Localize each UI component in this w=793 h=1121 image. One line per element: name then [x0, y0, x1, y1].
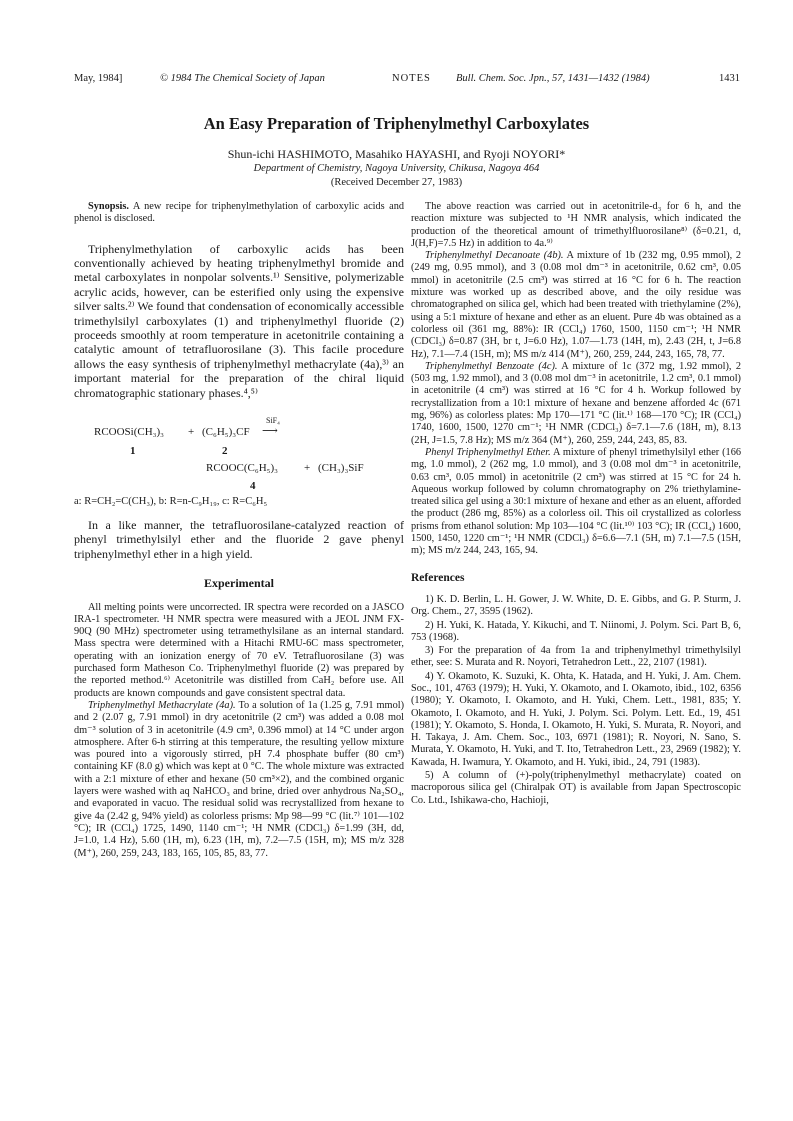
reference-item: 5) A column of (+)-poly(triphenylmethyl methacrylate) coated on macroporous silica gel (Chiralpak OT) is available from Japan Spectroscopic Co. Ltd., Ishikawa-cho, Hachioji,: [411, 770, 741, 806]
header-copyright: © 1984 The Chemical Society of Japan: [160, 73, 325, 84]
header-page-number: 1431: [719, 73, 740, 84]
scheme-label-2: 2: [222, 445, 228, 458]
procedure-4c-text: A mixture of 1c (372 mg, 1.92 mmol), 2 (503 mg, 1.92 mmol), and 3 (0.08 mol dm⁻³ in acetonitrile, 1.2 cm³, 0.1 mmol) in acetonitrile (4 cm³) was stirred at 16 °C for 4 h. Workup followed by recrystallization from a 10:1 mixture of hexane and benzene afforded 4c (671 mg, 96%) as colorless plates: Mp 170—171 °C (lit.¹⁾ 168—170 °C); IR (CCl₄) 1740, 1600, 1500, 1270 cm⁻¹; ¹H NMR (CDCl₃) δ=7.1—7.6 (18H, m), 8.13 (2H, J=1.5, 7.8 Hz); MS m/z 364 (M⁺), 260, 259, 244, 243, 85, 83.: [411, 360, 741, 446]
references-list: [411, 594, 741, 807]
procedure-4b: [411, 250, 741, 361]
experimental-general: All melting points were uncorrected. IR spectra were recorded on a JASCO IRA-1 spectrometer. ¹H NMR spectra were measured with a JEOL JNM FX-90Q (90 MHz) spectrometer using tetramethylsilane as an internal standard. Mass spectra were determined with a Hitachi RMU-6C mass spectrometer, operating with an ionization energy of 70 eV. Tetrafluorosilane (3) was purchased form Matheson Co. Triphenylmethyl fluoride (2) was prepared by the reported method.⁶⁾ Acetonitrile was distilled from CaH₂ before use. All products are known compounds and gave consistent spectral data.: [74, 601, 404, 699]
procedure-4c: [411, 361, 741, 447]
scheme-reactant-2: (C₆H₅)₃CF: [202, 426, 250, 439]
article-received: (Received December 27, 1983): [330, 177, 463, 188]
procedure-phenyl-ether: [411, 447, 741, 558]
procedure-4a: [74, 700, 404, 860]
procedure-4c-title: Triphenylmethyl Benzoate (4c).: [425, 360, 558, 372]
references-heading: References: [411, 571, 465, 584]
scheme-arrow: ⟶: [262, 425, 278, 438]
scheme-substituents: a: R=CH₂=C(CH₃), b: R=n-C₉H₁₉, c: R=C₆H₅: [74, 496, 268, 508]
procedure-phenyl-ether-title: Phenyl Triphenylmethyl Ether.: [425, 446, 551, 458]
reaction-scheme: [74, 412, 404, 508]
synopsis-text: A new recipe for triphenylmethylation of carboxylic acids and phenol is disclosed.: [74, 201, 404, 225]
header-date: May, 1984]: [74, 73, 123, 84]
scheme-product-2: (CH₃)₃SiF: [318, 462, 364, 475]
header-section: NOTES: [392, 73, 431, 84]
left-column: [74, 201, 404, 860]
reference-item: 1) K. D. Berlin, L. H. Gower, J. W. White, D. E. Gibbs, and G. P. Sturm, J. Org. Chem., 27, 3595 (1962).: [411, 593, 741, 618]
scheme-plus-1: +: [188, 426, 195, 439]
article-title: An Easy Preparation of Triphenylmethyl Carboxylates: [203, 114, 590, 133]
right-column: [411, 201, 741, 808]
reference-item: 2) H. Yuki, K. Hatada, Y. Kikuchi, and T. Niinomi, J. Polym. Sci. Part B, 6, 753 (1968).: [411, 619, 741, 643]
synopsis: [74, 201, 404, 226]
reference-item: 4) Y. Okamoto, K. Suzuki, K. Ohta, K. Hatada, and H. Yuki, J. Am. Chem. Soc., 101, 4763 (1979); H. Yuki, Y. Okamoto, and I. Okamoto, ibid., 102, 6356 (1980); Y. Okamoto, I. Okamoto, and H. Yuki, Chem. Lett., 1981, 835; Y. Okamoto, I. Okamoto, and H. Yuki, J. Polym. Sci. Polym. Lett. Ed., 19, 451 (1981); Y. Okamoto, S. Honda, I. Okamoto, H. Yuki, S. Murata, R. Noyori, and H. Takaya, J. Am. Chem. Soc., 103, 6971 (1981); R. Noyori, N. Sano, S. Murata, Y. Okamoto, H. Yuki, and T. Ito, Tetrahedron Lett., 23, 2969 (1982); Y. Kawada, H. Iwamura, Y. Okamoto, and H. Yuki, ibid., 24, 791 (1983).: [411, 670, 741, 768]
intro-paragraph: Triphenylmethylation of carboxylic acids has been conventionally achieved by heating triphenylmethyl bromide and metal carboxylates in nonpolar solvents.¹⁾ Sensitive, polymerizable acrylic acids, however, can be esterified only using the expensive silver salts.²⁾ We found that condensation of economically accessible trimethylsilyl carboxylates (1) and triphenylmethyl fluoride (2) proceeds smoothly at room temperature in acetonitrile containing a catalytic amount of tetrafluorosilane (3). This facile procedure allows the easy synthesis of triphenylmethyl methacrylate (4a),³⁾ an important material for the preparation of the chiral liquid chromatographic stationary phases.⁴,⁵⁾: [74, 241, 404, 400]
procedure-4b-title: Triphenylmethyl Decanoate (4b).: [425, 250, 564, 262]
procedure-4a-title: Triphenylmethyl Methacrylate (4a).: [88, 699, 236, 711]
header-citation: Bull. Chem. Soc. Jpn., 57, 1431—1432 (1984): [456, 73, 650, 84]
experimental-heading: Experimental: [204, 576, 274, 591]
scheme-product-1: RCOOC(C₆H₅)₃: [206, 462, 279, 475]
after-scheme-paragraph: In a like manner, the tetrafluorosilane-catalyzed reaction of phenyl trimethylsilyl ether and the fluoride 2 gave phenyl triphenylmethyl ether in a high yield.: [74, 518, 404, 561]
running-header: [74, 73, 740, 87]
reference-item: 3) For the preparation of 4a from 1a and triphenylmethyl trimethylsilyl ether, see: S. Murata and R. Noyori, Tetrahedron Lett., 22, 2107 (1981).: [411, 645, 741, 669]
procedure-4a-continued: The above reaction was carried out in acetonitrile-d₃ for 6 h, and the reaction mixture was subjected to ¹H NMR analysis, which indicated the production of the theoretical amount of trimethylfluorosilane⁸⁾ (δ=0.21, d, J(H,F)=7.5 Hz) in addition to 4a.⁹⁾: [411, 201, 741, 249]
scheme-plus-2: +: [304, 462, 311, 475]
procedure-phenyl-ether-text: A mixture of phenyl trimethylsilyl ether (166 mg, 1.0 mmol), 2 (262 mg, 1.0 mmol), and 3 (0.08 mol dm⁻³ in acetonitrile, 0.63 cm³, 0.05 mmol) in acetonitrile (2 cm³) was stirred at 15 °C for 24 h. Aqueous workup followed by column chromatography on 2% triethylamine-treated silica gel using a 30:1 mixture of hexane and ether as an eluent, afforded the product (286 mg, 85%) as a colorless oil. This oil crystallized as colorless prisms from ethanol solution: Mp 103—104 °C (lit.¹⁰⁾ 103 °C); IR (CCl₄) 1600, 1500, 1450, 1220 cm⁻¹; ¹H NMR (CDCl₃) δ=6.6—7.1 (5H, m) 7.1—7.5 (15H, m); MS m/z 244, 243, 165, 94.: [411, 446, 741, 557]
article-affiliation: Department of Chemistry, Nagoya University, Chikusa, Nagoya 464: [253, 163, 540, 174]
procedure-4a-text: To a solution of 1a (1.25 g, 7.91 mmol) and 2 (2.07 g, 7.91 mmol) in dry acetonitrile (2 cm³) was added a 0.08 mol dm⁻³ solution of 3 in acetonitrile (4.9 cm³, 0.396 mmol) at 14 °C under argon atmosphere. After 6-h stirring at this temperature, the resulting yellow mixture was poured into a vigorously stirred, pH 7.4 phosphate buffer (80 cm³) containing KF (8.0 g) which was kept at 0 °C. The whole mixture was extracted with a 2:1 mixture of ether and hexane (50 cm³×2), and the combined organic layers were washed with aq NaHCO₃ and brine, dried over anhydrous Na₂SO₄, and evaporated in vacuo. The residual solid was recrystallized from hexane to give 4a (2.42 g, 94% yield) as colorless prisms: Mp 98—99 °C (lit.⁷⁾ 101—102 °C); IR (CCl₄) 1725, 1490, 1140 cm⁻¹; ¹H NMR (CDCl₃) δ=1.99 (3H, dd, J=1.0, 1.4 Hz), 5.60 (1H, m), 6.23 (1H, m), 7.2—7.5 (15H, m); MS m/z 328 (M⁺), 260, 259, 243, 183, 165, 105, 85, 83, 77.: [74, 699, 405, 859]
scheme-label-4: 4: [250, 480, 256, 493]
scheme-label-1: 1: [130, 445, 136, 458]
scheme-catalyst: SiF₄: [266, 416, 280, 426]
article-authors: Shun-ichi HASHIMOTO, Masahiko HAYASHI, and Ryoji NOYORI*: [227, 147, 566, 161]
procedure-4b-text: A mixture of 1b (232 mg, 0.95 mmol), 2 (249 mg, 0.95 mmol), and 3 (0.08 mol dm⁻³ in acetonitrile, 0.62 cm³, 0.05 mmol) in acetonitrile (2.5 cm³) was stirred at 16 °C for 6 h. The reaction mixture was worked up as described above, and the oily residue was chromatographed on silica gel, which had been treated with triethylamine (2%), using a 5:1 mixture of hexane and ether as an eluent. Pure 4b was obtained as a colorless oil (361 mg, 88%): IR (CCl₄) 1760, 1500, 1150 cm⁻¹; ¹H NMR (CDCl₃) δ=0.87 (3H, br t, J=6.0 Hz), 1.07—1.73 (14H, m), 2.43 (2H, t, J=6.8 Hz), 7.1—7.4 (15H, m); MS m/z 414 (M⁺), 260, 259, 244, 243, 165, 78, 77.: [411, 250, 741, 360]
scheme-reactant-1: RCOOSi(CH₃)₃: [94, 426, 165, 439]
synopsis-label: Synopsis.: [88, 201, 129, 212]
